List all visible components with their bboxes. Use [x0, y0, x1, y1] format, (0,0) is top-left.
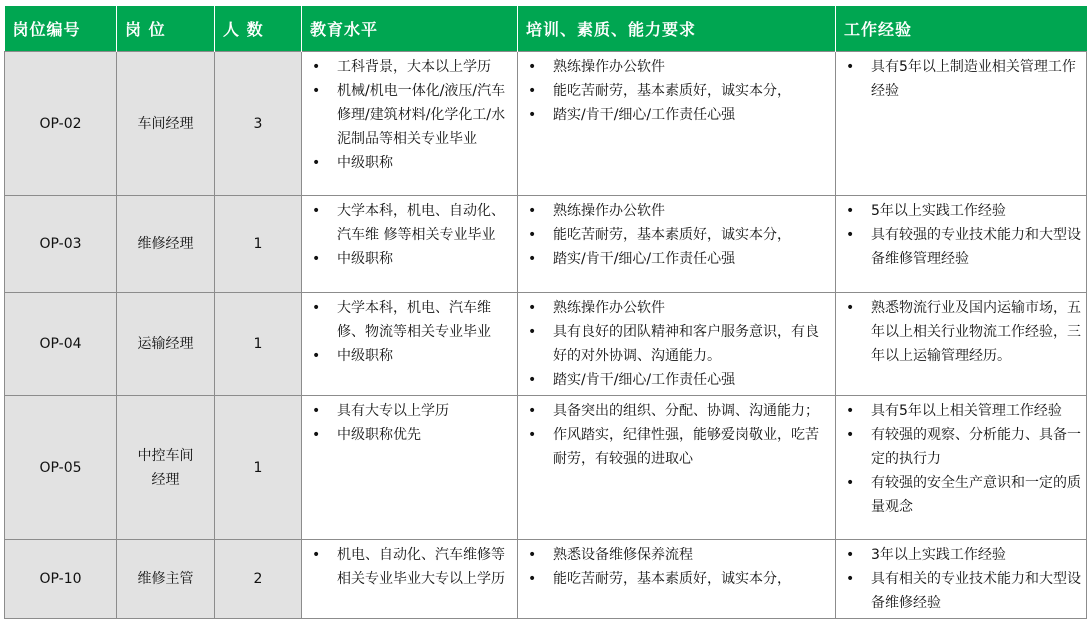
position-title-cell [117, 293, 215, 396]
position-code-cell: OP-03 [5, 196, 117, 293]
requirements-cell [518, 52, 836, 196]
requirements-cell [518, 540, 836, 619]
education-cell [302, 540, 518, 619]
position-title: 维修经理 [137, 236, 194, 252]
headcount-cell: 2 [215, 540, 302, 619]
headcount-cell: 1 [215, 396, 302, 540]
requirements-cell [518, 196, 836, 293]
list-item: • 熟悉物流行业及国内运输市场，五年以上相关行业物流工作经验，三年以上运输管理经历。 [837, 296, 1081, 368]
table-row [5, 540, 1087, 619]
job-requirements-table [4, 6, 1087, 619]
list-item: • 踏实/肯干/细心/工作责任心强 [519, 247, 830, 271]
header-position-code: 岗位编号 [5, 6, 117, 52]
list-item: • 中级职称 [303, 247, 512, 271]
list-item: • 具有相关的专业技术能力和大型设备维修经验 [837, 567, 1081, 615]
header-position: 岗 位 [117, 6, 215, 52]
position-title-cell [117, 52, 215, 196]
headcount-cell: 3 [215, 52, 302, 196]
list-item: • 具有良好的团队精神和客户服务意识，有良好的对外协调、沟通能力。 [519, 320, 830, 368]
list-item: • 3年以上实践工作经验 [837, 543, 1081, 567]
education-cell [302, 293, 518, 396]
list-item: • 中级职称 [303, 344, 512, 368]
position-title: 经理 [151, 471, 180, 488]
header-requirements: 培训、素质、能力要求 [518, 6, 836, 52]
header-headcount: 人 数 [215, 6, 302, 52]
list-item: • 具有大专以上学历 [303, 399, 512, 423]
list-item: • 具有5年以上相关管理工作经验 [837, 399, 1081, 423]
experience-cell [836, 540, 1087, 619]
list-item: • 熟练操作办公软件 [519, 296, 830, 320]
position-title: 车间经理 [137, 115, 194, 132]
experience-cell [836, 196, 1087, 293]
list-item: • 熟悉设备维修保养流程 [519, 543, 830, 567]
position-code-cell: OP-10 [5, 540, 117, 619]
experience-cell [836, 52, 1087, 196]
education-cell [302, 396, 518, 540]
list-item: • 大学本科，机电、汽车维 修、物流等相关专业毕业 [303, 296, 512, 344]
list-item: • 能吃苦耐劳，基本素质好，诚实本分， [519, 79, 830, 103]
position-title-cell [117, 540, 215, 619]
header-experience: 工作经验 [836, 6, 1087, 52]
list-item: • 有较强的观察、分析能力、具备一定的执行力 [837, 423, 1081, 471]
table-row [5, 293, 1087, 396]
headcount-cell: 1 [215, 293, 302, 396]
list-item: • 作风踏实，纪律性强，能够爱岗敬业，吃苦耐劳，有较强的进取心 [519, 423, 830, 471]
list-item: • 工科背景，大本以上学历 [303, 55, 512, 79]
table-row [5, 196, 1087, 293]
position-code-cell: OP-05 [5, 396, 117, 540]
experience-cell [836, 396, 1087, 540]
requirements-cell [518, 293, 836, 396]
position-code-cell: OP-04 [5, 293, 117, 396]
list-item: • 具有5年以上制造业相关管理工作经验 [837, 55, 1081, 103]
position-title: 维修主管 [137, 571, 194, 587]
position-code-cell: OP-02 [5, 52, 117, 196]
position-title-cell [117, 396, 215, 540]
list-item: • 踏实/肯干/细心/工作责任心强 [519, 368, 830, 392]
list-item: • 中级职称 [303, 151, 512, 175]
header-row [5, 6, 1087, 52]
list-item: • 踏实/肯干/细心/工作责任心强 [519, 103, 830, 127]
table-row [5, 396, 1087, 540]
list-item: • 具备突出的组织、分配、协调、沟通能力； [519, 399, 830, 423]
list-item: • 大学本科，机电、自动化、汽车维 修等相关专业毕业 [303, 199, 512, 247]
list-item: • 5年以上实践工作经验 [837, 199, 1081, 223]
list-item: • 有较强的安全生产意识和一定的质量观念 [837, 471, 1081, 519]
position-title-cell [117, 196, 215, 293]
list-item: • 能吃苦耐劳，基本素质好，诚实本分， [519, 223, 830, 247]
headcount-cell: 1 [215, 196, 302, 293]
list-item: • 能吃苦耐劳，基本素质好，诚实本分， [519, 567, 830, 591]
list-item: • 熟练操作办公软件 [519, 199, 830, 223]
education-cell [302, 52, 518, 196]
list-item: • 机械/机电一体化/液压/汽车修理/建筑材料/化学化工/水泥制品等相关专业毕业 [303, 79, 512, 151]
table-row [5, 52, 1087, 196]
education-cell [302, 196, 518, 293]
experience-cell [836, 293, 1087, 396]
position-title: 中控车间 [137, 447, 194, 464]
list-item: • 中级职称优先 [303, 423, 512, 447]
list-item: • 具有较强的专业技术能力和大型设备维修管理经验 [837, 223, 1081, 271]
header-education: 教育水平 [302, 6, 518, 52]
position-title: 运输经理 [137, 336, 194, 352]
requirements-cell [518, 396, 836, 540]
list-item: • 熟练操作办公软件 [519, 55, 830, 79]
list-item: • 机电、自动化、汽车维修等相关专业毕业大专以上学历 [303, 543, 512, 591]
